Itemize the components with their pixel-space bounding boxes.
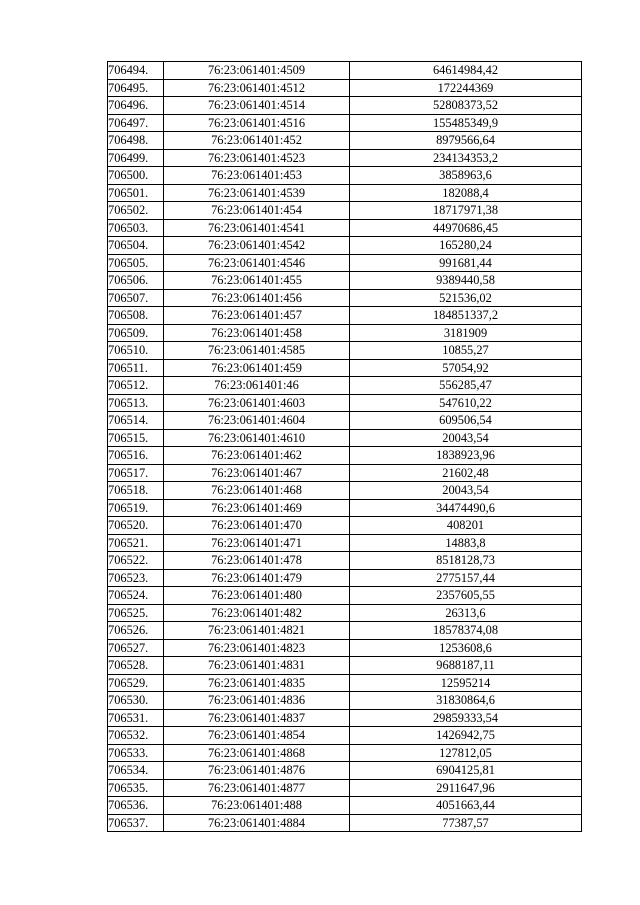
cadastral-value-cell: 1838923,96: [350, 447, 582, 465]
cadastral-value-cell: 182088,4: [350, 184, 582, 202]
table-row: [108, 552, 582, 570]
cadastral-number-cell: 76:23:061401:4539: [164, 184, 350, 202]
table-row: [108, 289, 582, 307]
cadastral-number-cell: 76:23:061401:4509: [164, 62, 350, 80]
cadastral-value-cell: 3858963,6: [350, 167, 582, 185]
row-number-cell: 706521.: [108, 534, 164, 552]
table-row: [108, 429, 582, 447]
cadastral-value-cell: 31830864,6: [350, 692, 582, 710]
cadastral-number-cell: 76:23:061401:4831: [164, 657, 350, 675]
cadastral-value-cell: 2357605,55: [350, 587, 582, 605]
table-row: [108, 114, 582, 132]
cadastral-number-cell: 76:23:061401:478: [164, 552, 350, 570]
row-number-cell: 706501.: [108, 184, 164, 202]
cadastral-value-cell: 2775157,44: [350, 569, 582, 587]
row-number-cell: 706504.: [108, 237, 164, 255]
row-number-cell: 706498.: [108, 132, 164, 150]
table-row: [108, 534, 582, 552]
table-body: [108, 62, 582, 832]
row-number-cell: 706507.: [108, 289, 164, 307]
row-number-cell: 706514.: [108, 412, 164, 430]
cadastral-value-cell: 26313,6: [350, 604, 582, 622]
table-row: [108, 377, 582, 395]
cadastral-value-cell: 57054,92: [350, 359, 582, 377]
cadastral-number-cell: 76:23:061401:4585: [164, 342, 350, 360]
cadastral-value-cell: 8518128,73: [350, 552, 582, 570]
table-row: [108, 744, 582, 762]
cadastral-number-cell: 76:23:061401:467: [164, 464, 350, 482]
row-number-cell: 706532.: [108, 727, 164, 745]
row-number-cell: 706534.: [108, 762, 164, 780]
cadastral-number-cell: 76:23:061401:458: [164, 324, 350, 342]
row-number-cell: 706535.: [108, 779, 164, 797]
row-number-cell: 706528.: [108, 657, 164, 675]
cadastral-value-cell: 52808373,52: [350, 97, 582, 115]
cadastral-number-cell: 76:23:061401:470: [164, 517, 350, 535]
table-row: [108, 359, 582, 377]
cadastral-value-cell: 2911647,96: [350, 779, 582, 797]
cadastral-value-cell: 184851337,2: [350, 307, 582, 325]
cadastral-number-cell: 76:23:061401:4877: [164, 779, 350, 797]
table-row: [108, 97, 582, 115]
cadastral-number-cell: 76:23:061401:46: [164, 377, 350, 395]
table-row: [108, 167, 582, 185]
cadastral-value-cell: 14883,8: [350, 534, 582, 552]
cadastral-number-cell: 76:23:061401:4541: [164, 219, 350, 237]
table-row: [108, 727, 582, 745]
table-row: [108, 762, 582, 780]
table-row: [108, 622, 582, 640]
table-row: [108, 62, 582, 80]
table-row: [108, 814, 582, 832]
table-row: [108, 394, 582, 412]
cadastral-value-cell: 609506,54: [350, 412, 582, 430]
table-row: [108, 184, 582, 202]
cadastral-number-cell: 76:23:061401:457: [164, 307, 350, 325]
row-number-cell: 706503.: [108, 219, 164, 237]
row-number-cell: 706509.: [108, 324, 164, 342]
cadastral-value-cell: 21602,48: [350, 464, 582, 482]
cadastral-number-cell: 76:23:061401:4546: [164, 254, 350, 272]
cadastral-value-cell: 20043,54: [350, 429, 582, 447]
row-number-cell: 706537.: [108, 814, 164, 832]
table-row: [108, 499, 582, 517]
row-number-cell: 706502.: [108, 202, 164, 220]
cadastral-value-cell: 6904125,81: [350, 762, 582, 780]
table-row: [108, 657, 582, 675]
cadastral-value-cell: 127812,05: [350, 744, 582, 762]
cadastral-value-cell: 8979566,64: [350, 132, 582, 150]
cadastral-value-cell: 10855,27: [350, 342, 582, 360]
table-row: [108, 674, 582, 692]
cadastral-number-cell: 76:23:061401:471: [164, 534, 350, 552]
cadastral-value-cell: 408201: [350, 517, 582, 535]
table-row: [108, 797, 582, 815]
table-row: [108, 132, 582, 150]
cadastral-number-cell: 76:23:061401:480: [164, 587, 350, 605]
row-number-cell: 706517.: [108, 464, 164, 482]
cadastral-number-cell: 76:23:061401:4523: [164, 149, 350, 167]
table-row: [108, 517, 582, 535]
row-number-cell: 706508.: [108, 307, 164, 325]
table-row: [108, 569, 582, 587]
row-number-cell: 706533.: [108, 744, 164, 762]
table-row: [108, 692, 582, 710]
cadastral-number-cell: 76:23:061401:4868: [164, 744, 350, 762]
cadastral-value-cell: 12595214: [350, 674, 582, 692]
table-row: [108, 202, 582, 220]
row-number-cell: 706523.: [108, 569, 164, 587]
cadastral-number-cell: 76:23:061401:482: [164, 604, 350, 622]
row-number-cell: 706524.: [108, 587, 164, 605]
row-number-cell: 706525.: [108, 604, 164, 622]
table-row: [108, 412, 582, 430]
cadastral-number-cell: 76:23:061401:4837: [164, 709, 350, 727]
cadastral-number-cell: 76:23:061401:479: [164, 569, 350, 587]
table-row: [108, 79, 582, 97]
cadastral-value-cell: 18578374,08: [350, 622, 582, 640]
table-row: [108, 604, 582, 622]
cadastral-number-cell: 76:23:061401:4512: [164, 79, 350, 97]
table-row: [108, 324, 582, 342]
row-number-cell: 706518.: [108, 482, 164, 500]
row-number-cell: 706512.: [108, 377, 164, 395]
row-number-cell: 706497.: [108, 114, 164, 132]
cadastral-number-cell: 76:23:061401:456: [164, 289, 350, 307]
row-number-cell: 706519.: [108, 499, 164, 517]
row-number-cell: 706500.: [108, 167, 164, 185]
cadastral-value-cell: 77387,57: [350, 814, 582, 832]
table-row: [108, 237, 582, 255]
cadastral-value-cell: 34474490,6: [350, 499, 582, 517]
cadastral-value-cell: 547610,22: [350, 394, 582, 412]
row-number-cell: 706499.: [108, 149, 164, 167]
cadastral-number-cell: 76:23:061401:468: [164, 482, 350, 500]
cadastral-value-cell: 9688187,11: [350, 657, 582, 675]
cadastral-number-cell: 76:23:061401:4836: [164, 692, 350, 710]
row-number-cell: 706506.: [108, 272, 164, 290]
row-number-cell: 706515.: [108, 429, 164, 447]
cadastral-value-cell: 20043,54: [350, 482, 582, 500]
cadastral-value-cell: 4051663,44: [350, 797, 582, 815]
cadastral-number-cell: 76:23:061401:4610: [164, 429, 350, 447]
cadastral-number-cell: 76:23:061401:455: [164, 272, 350, 290]
table-row: [108, 482, 582, 500]
cadastral-value-cell: 1426942,75: [350, 727, 582, 745]
cadastral-value-cell: 155485349,9: [350, 114, 582, 132]
cadastral-number-cell: 76:23:061401:4835: [164, 674, 350, 692]
row-number-cell: 706530.: [108, 692, 164, 710]
cadastral-number-cell: 76:23:061401:4823: [164, 639, 350, 657]
cadastral-number-cell: 76:23:061401:4516: [164, 114, 350, 132]
cadastral-number-cell: 76:23:061401:4603: [164, 394, 350, 412]
cadastral-value-cell: 9389440,58: [350, 272, 582, 290]
cadastral-value-cell: 991681,44: [350, 254, 582, 272]
cadastral-value-cell: 3181909: [350, 324, 582, 342]
table-row: [108, 709, 582, 727]
table-row: [108, 307, 582, 325]
cadastral-value-cell: 29859333,54: [350, 709, 582, 727]
row-number-cell: 706513.: [108, 394, 164, 412]
table-row: [108, 219, 582, 237]
row-number-cell: 706522.: [108, 552, 164, 570]
cadastral-number-cell: 76:23:061401:488: [164, 797, 350, 815]
row-number-cell: 706516.: [108, 447, 164, 465]
cadastral-number-cell: 76:23:061401:4514: [164, 97, 350, 115]
row-number-cell: 706510.: [108, 342, 164, 360]
cadastral-value-cell: 1253608,6: [350, 639, 582, 657]
row-number-cell: 706520.: [108, 517, 164, 535]
cadastral-value-cell: 18717971,38: [350, 202, 582, 220]
table-row: [108, 272, 582, 290]
cadastral-value-table: [107, 61, 582, 832]
cadastral-number-cell: 76:23:061401:4821: [164, 622, 350, 640]
cadastral-number-cell: 76:23:061401:452: [164, 132, 350, 150]
cadastral-value-cell: 165280,24: [350, 237, 582, 255]
table-row: [108, 254, 582, 272]
row-number-cell: 706505.: [108, 254, 164, 272]
cadastral-number-cell: 76:23:061401:469: [164, 499, 350, 517]
table-row: [108, 447, 582, 465]
row-number-cell: 706494.: [108, 62, 164, 80]
cadastral-value-cell: 64614984,42: [350, 62, 582, 80]
table-row: [108, 464, 582, 482]
row-number-cell: 706496.: [108, 97, 164, 115]
cadastral-number-cell: 76:23:061401:4876: [164, 762, 350, 780]
row-number-cell: 706526.: [108, 622, 164, 640]
row-number-cell: 706536.: [108, 797, 164, 815]
row-number-cell: 706527.: [108, 639, 164, 657]
row-number-cell: 706531.: [108, 709, 164, 727]
cadastral-number-cell: 76:23:061401:4854: [164, 727, 350, 745]
cadastral-number-cell: 76:23:061401:459: [164, 359, 350, 377]
row-number-cell: 706511.: [108, 359, 164, 377]
table-row: [108, 149, 582, 167]
row-number-cell: 706495.: [108, 79, 164, 97]
cadastral-number-cell: 76:23:061401:4542: [164, 237, 350, 255]
table-row: [108, 587, 582, 605]
table-row: [108, 342, 582, 360]
cadastral-value-cell: 556285,47: [350, 377, 582, 395]
cadastral-value-cell: 172244369: [350, 79, 582, 97]
table-row: [108, 639, 582, 657]
cadastral-number-cell: 76:23:061401:4884: [164, 814, 350, 832]
cadastral-number-cell: 76:23:061401:4604: [164, 412, 350, 430]
cadastral-number-cell: 76:23:061401:462: [164, 447, 350, 465]
table-row: [108, 779, 582, 797]
cadastral-value-cell: 234134353,2: [350, 149, 582, 167]
cadastral-number-cell: 76:23:061401:453: [164, 167, 350, 185]
cadastral-value-cell: 521536,02: [350, 289, 582, 307]
cadastral-value-cell: 44970686,45: [350, 219, 582, 237]
cadastral-number-cell: 76:23:061401:454: [164, 202, 350, 220]
row-number-cell: 706529.: [108, 674, 164, 692]
